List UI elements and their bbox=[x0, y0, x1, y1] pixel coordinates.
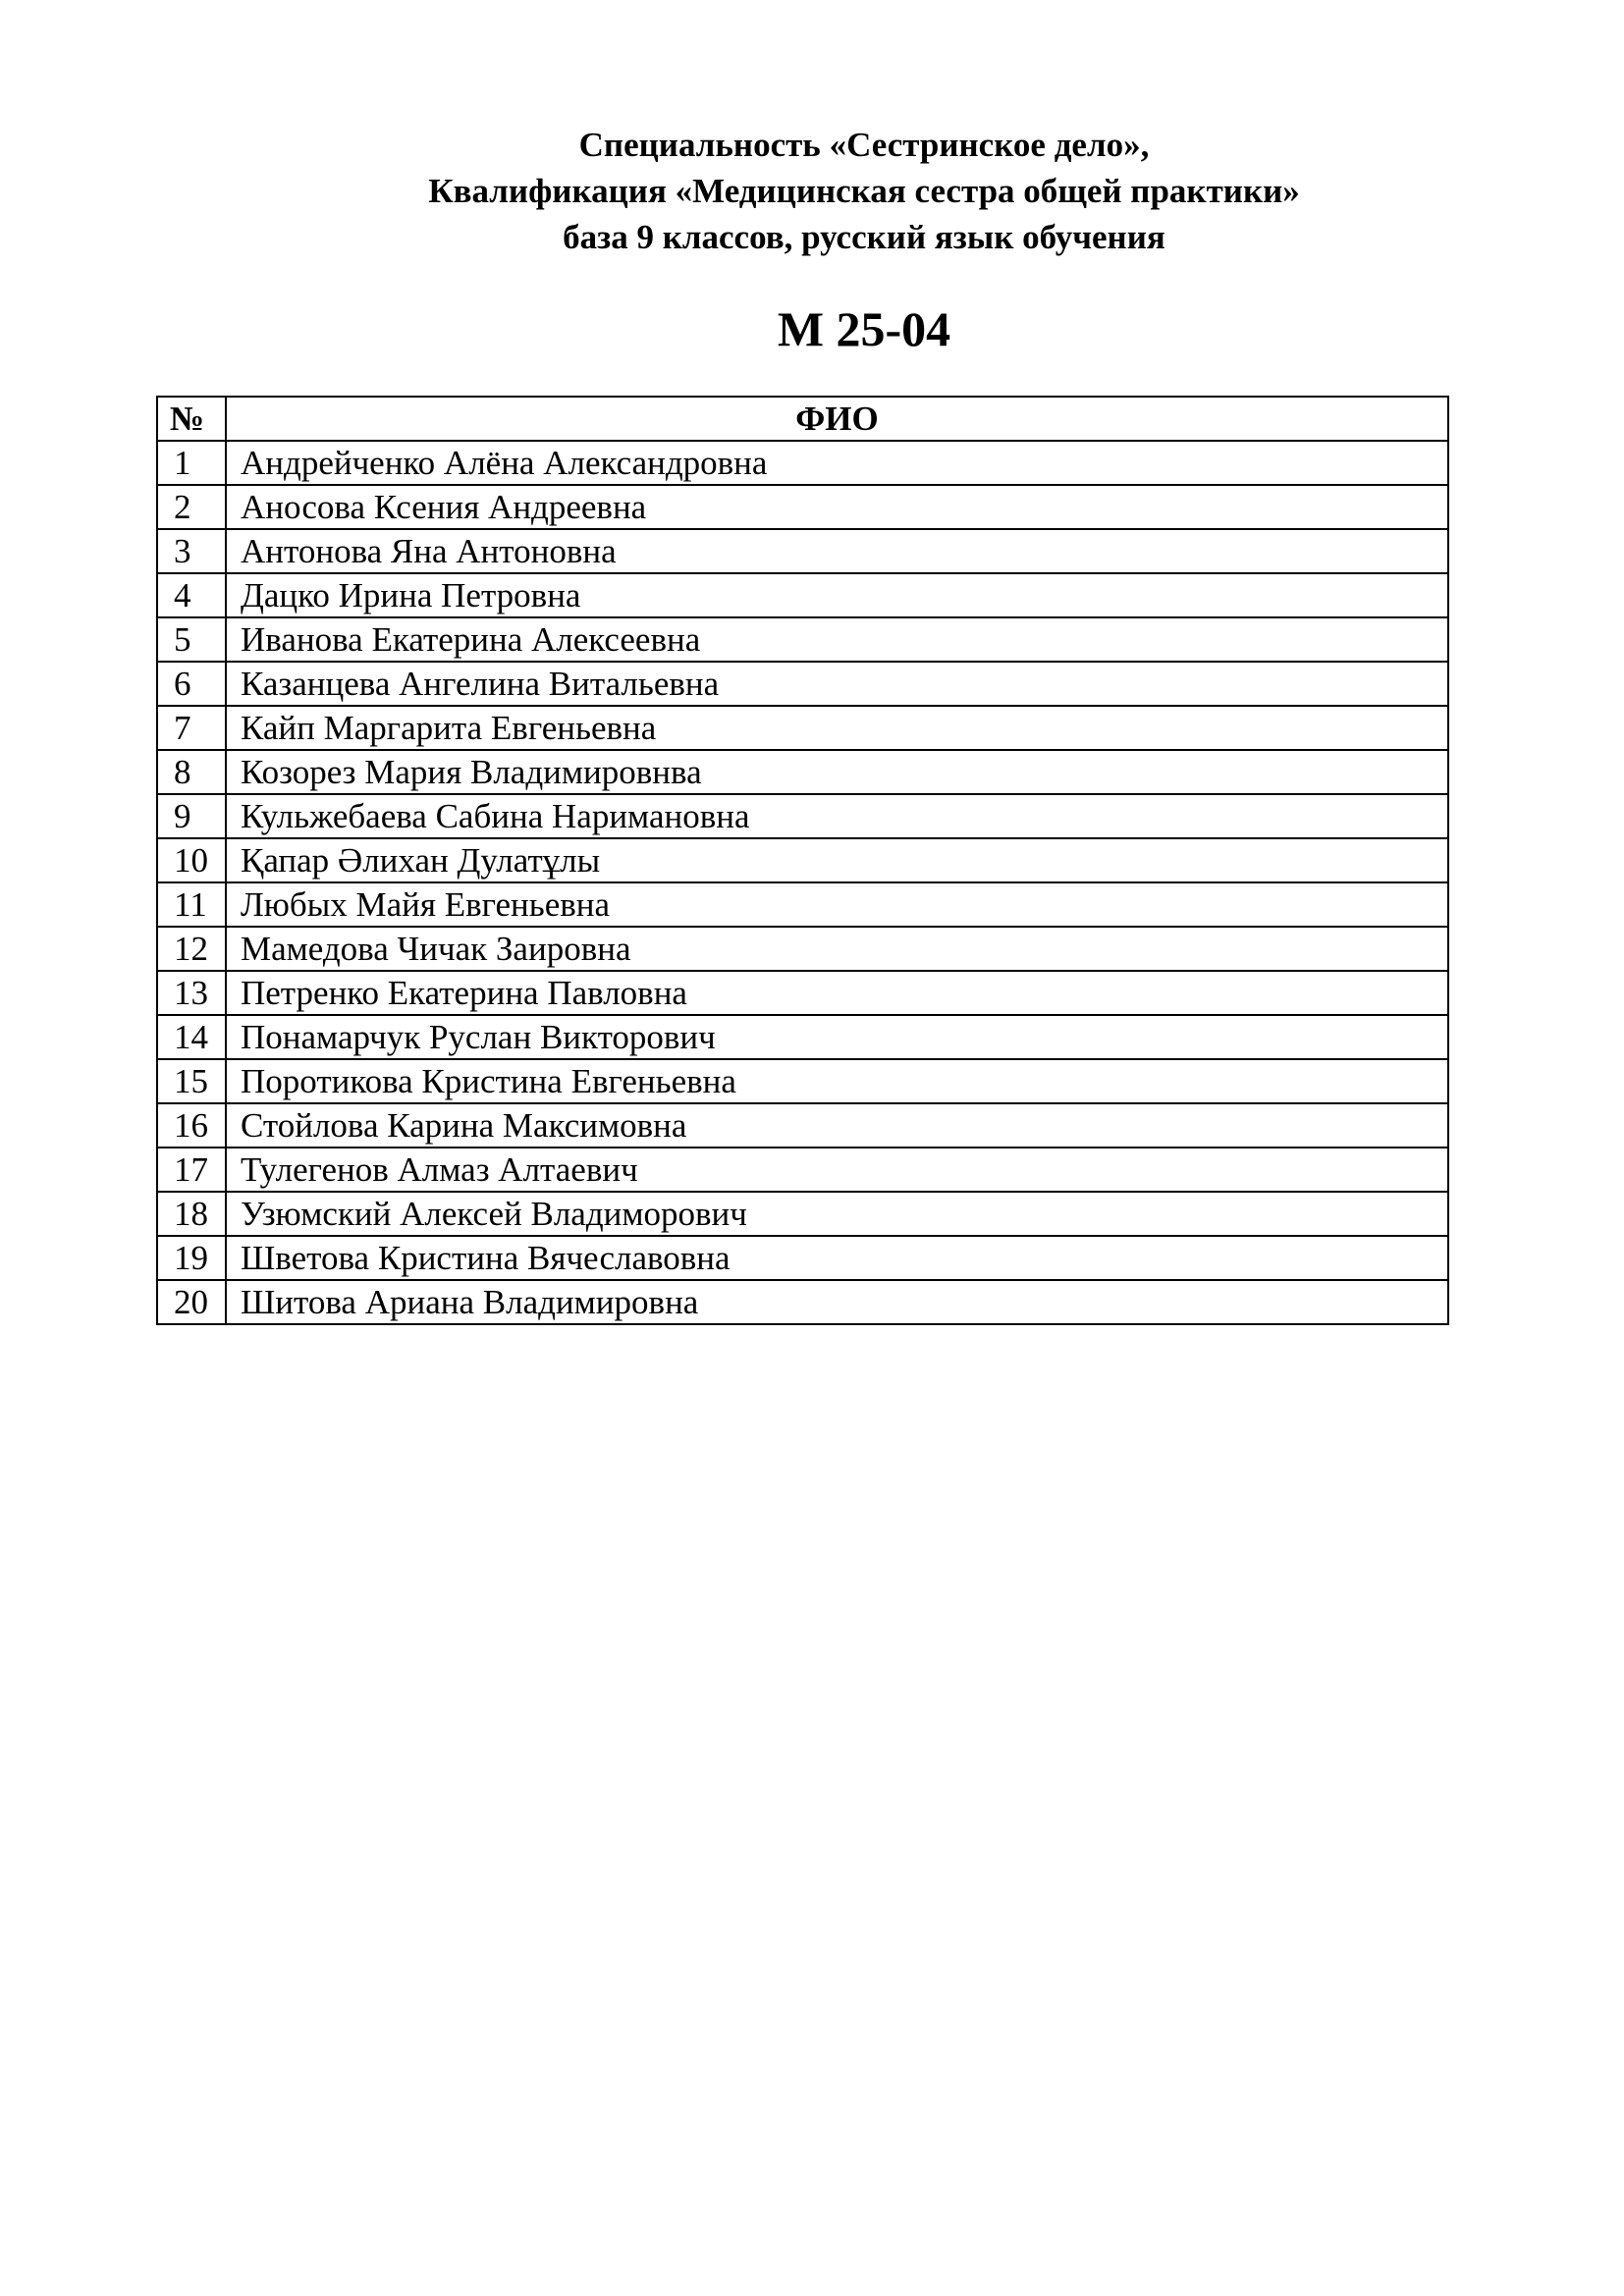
row-number: 3 bbox=[157, 529, 226, 573]
table-body bbox=[157, 441, 1448, 1324]
table-row bbox=[157, 1148, 1448, 1192]
student-full-name: Аносова Ксения Андреевна bbox=[226, 485, 1448, 529]
student-roster-table bbox=[156, 396, 1449, 1325]
table-row bbox=[157, 1192, 1448, 1236]
table-row bbox=[157, 529, 1448, 573]
table-header-row bbox=[157, 397, 1448, 441]
student-full-name: Иванова Екатерина Алексеевна bbox=[226, 617, 1448, 662]
row-number: 19 bbox=[157, 1236, 226, 1280]
row-number: 9 bbox=[157, 794, 226, 838]
column-header-number: № bbox=[157, 397, 226, 441]
row-number: 7 bbox=[157, 706, 226, 750]
student-full-name: Мамедова Чичак Заировна bbox=[226, 927, 1448, 971]
row-number: 2 bbox=[157, 485, 226, 529]
student-full-name: Шветова Кристина Вячеславовна bbox=[226, 1236, 1448, 1280]
row-number: 11 bbox=[157, 882, 226, 927]
row-number: 18 bbox=[157, 1192, 226, 1236]
row-number: 13 bbox=[157, 971, 226, 1015]
student-full-name: Шитова Ариана Владимировна bbox=[226, 1280, 1448, 1324]
student-full-name: Андрейченко Алёна Александровна bbox=[226, 441, 1448, 485]
student-full-name: Поротикова Кристина Евгеньевна bbox=[226, 1059, 1448, 1103]
table-row bbox=[157, 485, 1448, 529]
table-row bbox=[157, 927, 1448, 971]
student-full-name: Қапар Әлихан Дулатұлы bbox=[226, 838, 1448, 882]
table-row bbox=[157, 794, 1448, 838]
table-row bbox=[157, 662, 1448, 706]
heading-base: база 9 классов, русский язык обучения bbox=[563, 218, 1165, 256]
table-row bbox=[157, 838, 1448, 882]
heading-qualification: Квалификация «Медицинская сестра общей практики» bbox=[428, 172, 1300, 210]
table-row bbox=[157, 441, 1448, 485]
student-full-name: Антонова Яна Антоновна bbox=[226, 529, 1448, 573]
student-full-name: Казанцева Ангелина Витальевна bbox=[226, 662, 1448, 706]
table-row bbox=[157, 1280, 1448, 1324]
student-full-name: Петренко Екатерина Павловна bbox=[226, 971, 1448, 1015]
row-number: 20 bbox=[157, 1280, 226, 1324]
row-number: 6 bbox=[157, 662, 226, 706]
row-number: 17 bbox=[157, 1148, 226, 1192]
row-number: 14 bbox=[157, 1015, 226, 1059]
table-row bbox=[157, 706, 1448, 750]
row-number: 15 bbox=[157, 1059, 226, 1103]
student-full-name: Кайп Маргарита Евгеньевна bbox=[226, 706, 1448, 750]
row-number: 1 bbox=[157, 441, 226, 485]
row-number: 5 bbox=[157, 617, 226, 662]
row-number: 4 bbox=[157, 573, 226, 617]
student-full-name: Узюмский Алексей Владиморович bbox=[226, 1192, 1448, 1236]
student-full-name: Любых Майя Евгеньевна bbox=[226, 882, 1448, 927]
row-number: 12 bbox=[157, 927, 226, 971]
student-full-name: Стойлова Карина Максимовна bbox=[226, 1103, 1448, 1148]
table-row bbox=[157, 1059, 1448, 1103]
heading-specialty: Специальность «Сестринское дело», bbox=[578, 126, 1150, 164]
student-full-name: Дацко Ирина Петровна bbox=[226, 573, 1448, 617]
table-row bbox=[157, 1015, 1448, 1059]
table-row bbox=[157, 750, 1448, 794]
table-row bbox=[157, 617, 1448, 662]
group-code: М 25-04 bbox=[777, 301, 951, 356]
table-row bbox=[157, 1103, 1448, 1148]
student-full-name: Понамарчук Руслан Викторович bbox=[226, 1015, 1448, 1059]
document-heading bbox=[0, 122, 1624, 260]
row-number: 16 bbox=[157, 1103, 226, 1148]
table-row bbox=[157, 573, 1448, 617]
row-number: 10 bbox=[157, 838, 226, 882]
table-row bbox=[157, 882, 1448, 927]
student-full-name: Козорез Мария Владимировнва bbox=[226, 750, 1448, 794]
column-header-full-name: ФИО bbox=[226, 397, 1448, 441]
table-row bbox=[157, 1236, 1448, 1280]
row-number: 8 bbox=[157, 750, 226, 794]
student-full-name: Кульжебаева Сабина Наримановна bbox=[226, 794, 1448, 838]
student-full-name: Тулегенов Алмаз Алтаевич bbox=[226, 1148, 1448, 1192]
table-row bbox=[157, 971, 1448, 1015]
